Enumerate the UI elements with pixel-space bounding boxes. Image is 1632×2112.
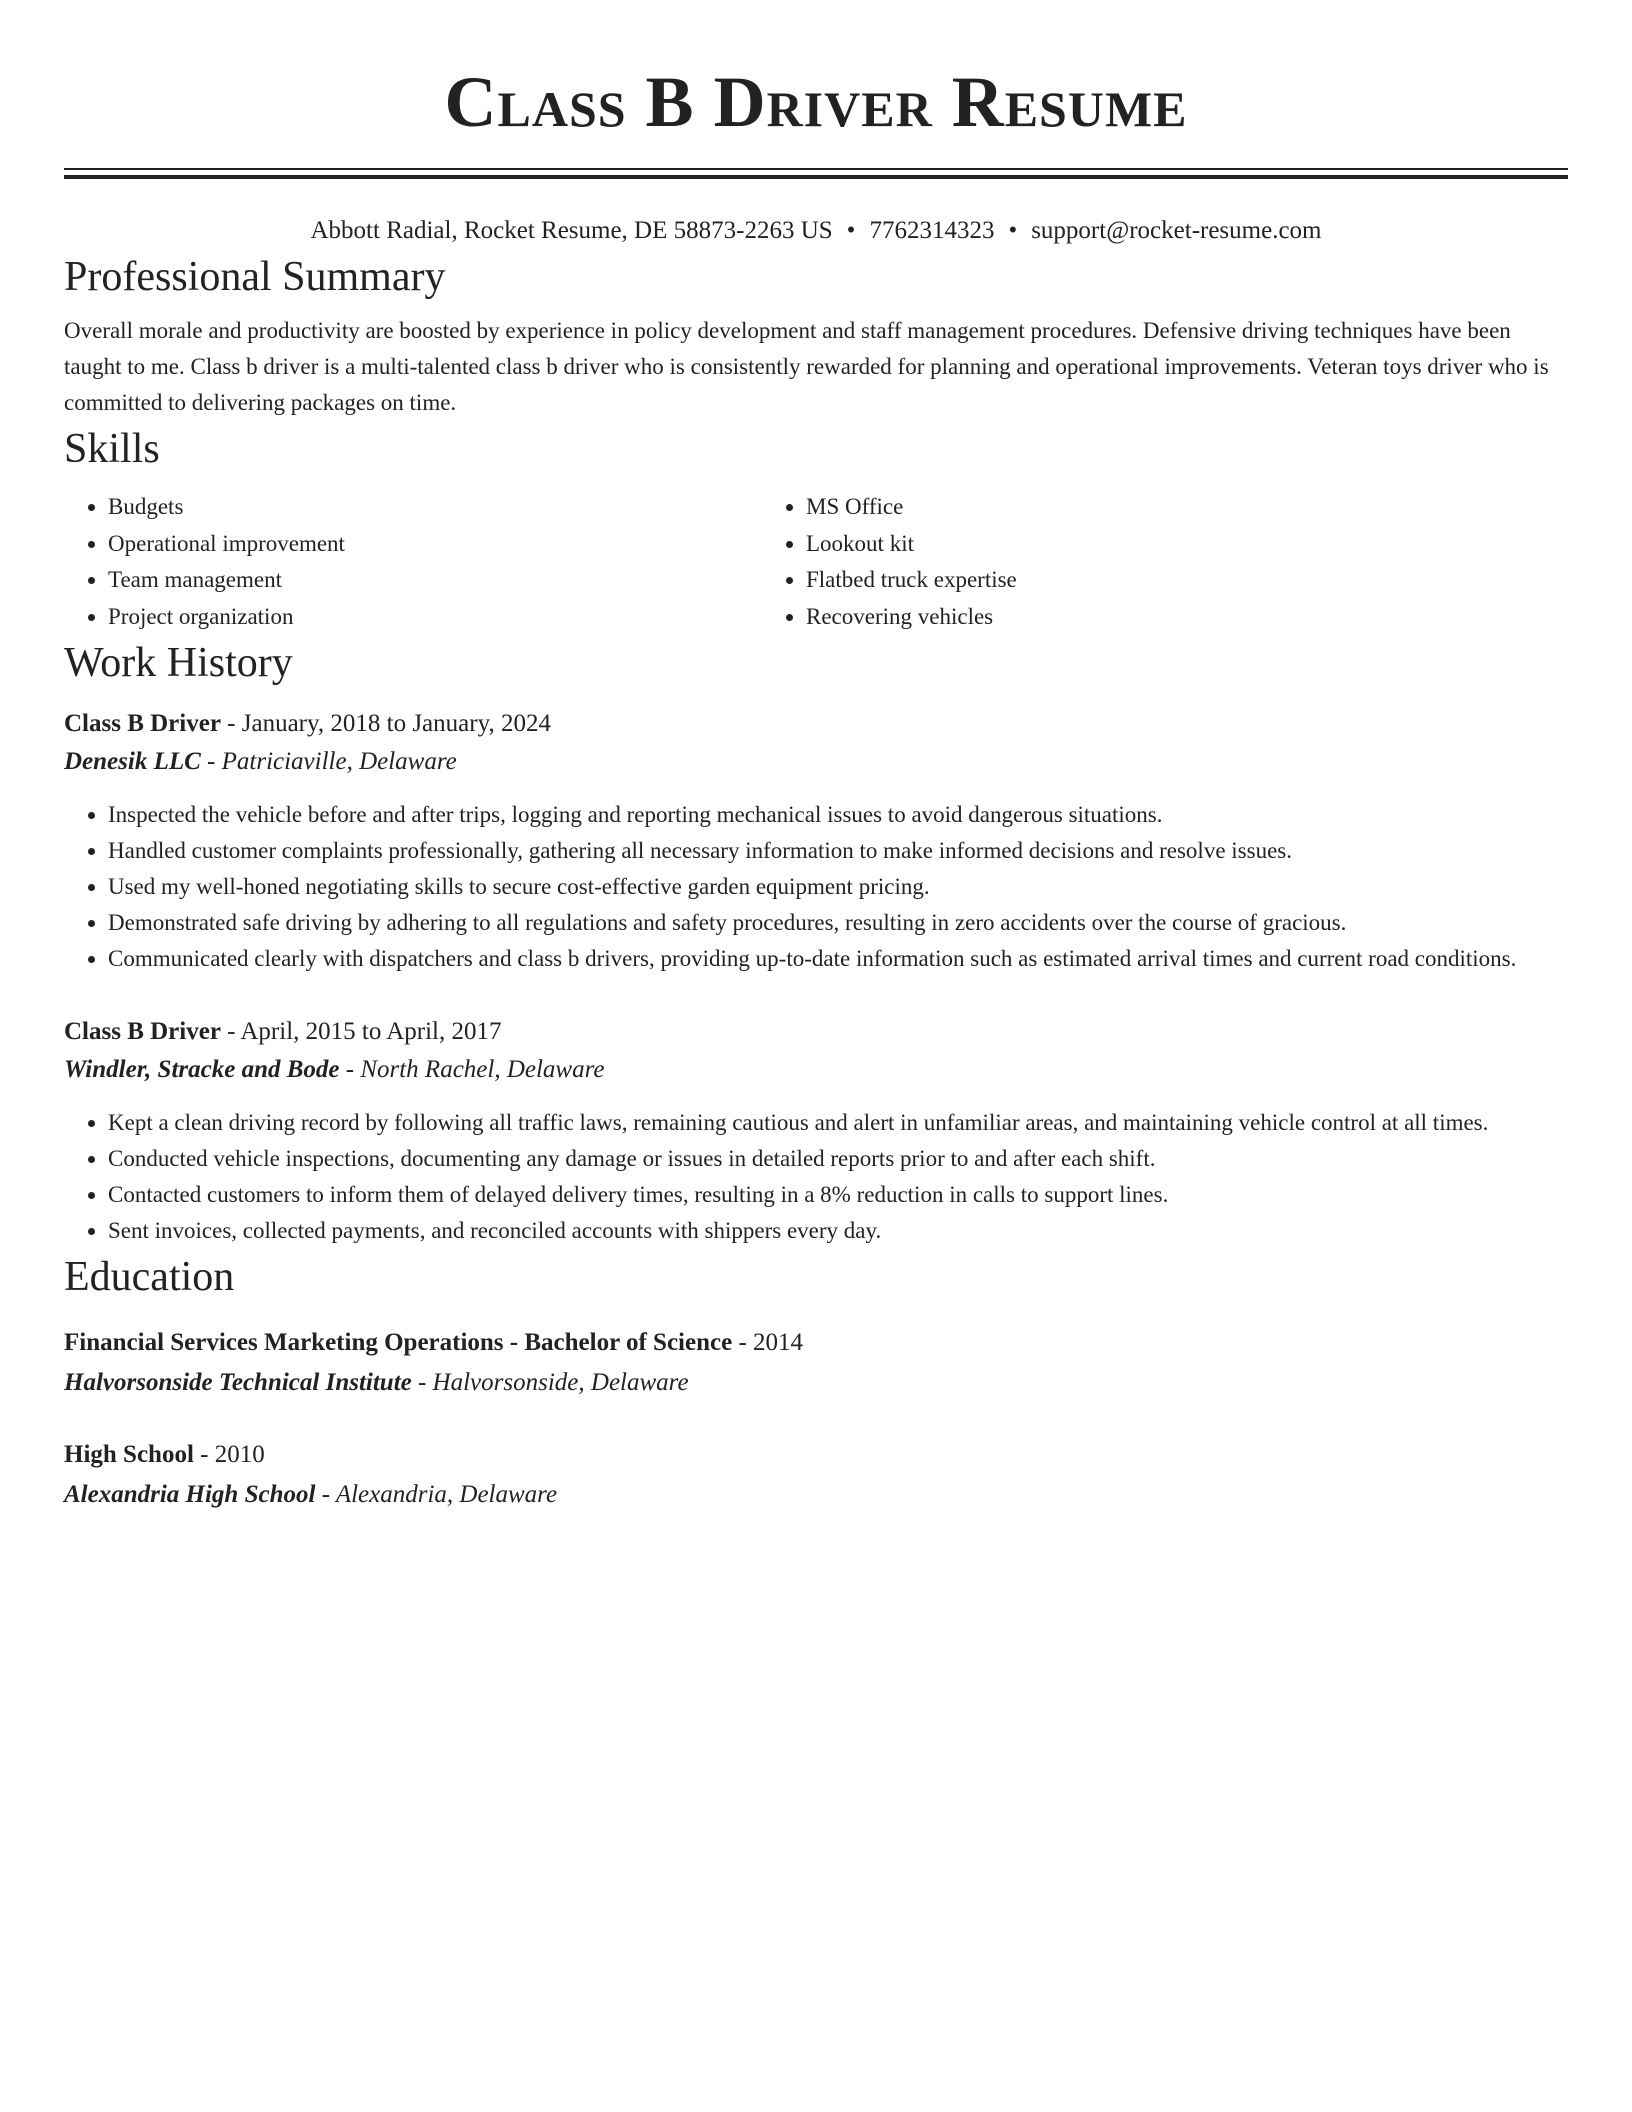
job-title: Class B Driver xyxy=(64,710,221,738)
job-employer xyxy=(64,743,1568,781)
education-degree: Financial Services Marketing Operations - Bachelor of Science xyxy=(64,1329,733,1357)
education-school: Halvorsonside Technical Institute xyxy=(64,1369,412,1397)
education-heading: Education xyxy=(64,1254,235,1301)
education-year: - 2014 xyxy=(732,1329,804,1357)
contact-phone: 7762314323 xyxy=(869,217,995,244)
job-location: - North Rachel, Delaware xyxy=(339,1056,605,1084)
education-location: - Alexandria, Delaware xyxy=(315,1481,558,1509)
education-institution xyxy=(64,1363,1568,1403)
education-header xyxy=(64,1323,1568,1363)
duty-item: • Used my well-honed negotiating skills to secure cost-effective garden equipment pricing. xyxy=(108,869,1568,905)
skill-item: • Operational improvement xyxy=(108,526,762,563)
job-dates: - January, 2018 to January, 2024 xyxy=(220,710,551,738)
job-entry xyxy=(64,705,1568,977)
duty-item: • Communicated clearly with dispatchers and class b drivers, providing up-to-date information such as estimated arrival times and current road conditions. xyxy=(108,941,1568,977)
skill-item: • Lookout kit xyxy=(806,526,1460,563)
job-dates: - April, 2015 to April, 2017 xyxy=(220,1018,502,1046)
education-year: - 2010 xyxy=(193,1441,265,1469)
duty-item: • Handled customer complaints professionally, gathering all necessary information to make informed decisions and resolve issues. xyxy=(108,833,1568,869)
skill-item: • Flatbed truck expertise xyxy=(806,562,1460,599)
education-school: Alexandria High School xyxy=(64,1481,316,1509)
skill-item: • MS Office xyxy=(806,489,1460,526)
work-history-heading: Work History xyxy=(64,640,293,687)
job-duties xyxy=(64,1105,1568,1249)
job-entry xyxy=(64,1013,1568,1249)
skills-list xyxy=(64,489,1568,635)
education-entry xyxy=(64,1435,1568,1515)
job-location: - Patriciaville, Delaware xyxy=(200,748,457,776)
duty-item: • Conducted vehicle inspections, documenting any damage or issues in detailed reports prior to and after each shift. xyxy=(108,1141,1568,1177)
education-institution xyxy=(64,1475,1568,1515)
contact-address: Abbott Radial, Rocket Resume, DE 58873-2263 US xyxy=(310,217,833,244)
duty-item: • Kept a clean driving record by following all traffic laws, remaining cautious and alert in unfamiliar areas, and maintaining vehicle control at all times. xyxy=(108,1105,1568,1141)
skill-item: • Budgets xyxy=(108,489,762,526)
job-employer xyxy=(64,1051,1568,1089)
education-location: - Halvorsonside, Delaware xyxy=(411,1369,689,1397)
summary-heading: Professional Summary xyxy=(64,254,446,300)
job-duties xyxy=(64,797,1568,977)
title-divider xyxy=(64,168,1568,179)
skills-column-right xyxy=(762,489,1460,635)
skills-column-left xyxy=(64,489,762,635)
education-degree: High School xyxy=(64,1441,194,1469)
contact-separator: • xyxy=(1008,217,1018,244)
skill-item: • Recovering vehicles xyxy=(806,599,1460,636)
contact-line xyxy=(64,213,1568,249)
job-header xyxy=(64,1013,1568,1051)
duty-item: • Contacted customers to inform them of delayed delivery times, resulting in a 8% reduction in calls to support lines. xyxy=(108,1177,1568,1213)
job-title: Class B Driver xyxy=(64,1018,221,1046)
education-header xyxy=(64,1435,1568,1475)
skills-heading: Skills xyxy=(64,426,160,472)
contact-email: support@rocket-resume.com xyxy=(1031,217,1322,244)
job-company: Denesik LLC xyxy=(64,748,201,776)
resume-title: Class B Driver Resume xyxy=(444,62,1188,142)
education-entry xyxy=(64,1323,1568,1403)
duty-item: • Inspected the vehicle before and after trips, logging and reporting mechanical issues to avoid dangerous situations. xyxy=(108,797,1568,833)
duty-item: • Sent invoices, collected payments, and reconciled accounts with shippers every day. xyxy=(108,1213,1568,1249)
summary-text: Overall morale and productivity are boosted by experience in policy development and staff management procedures. Defensive driving techniques have been taught to me. Class b driver is a multi-talented class b driver who is consistently rewarded for planning and operational improvements. Veteran toys driver who is committed to delivering packages on time. xyxy=(64,318,1549,415)
duty-item: • Demonstrated safe driving by adhering to all regulations and safety procedures, resulting in zero accidents over the course of gracious. xyxy=(108,905,1568,941)
contact-separator: • xyxy=(846,217,856,244)
skill-item: • Team management xyxy=(108,562,762,599)
job-company: Windler, Stracke and Bode xyxy=(64,1056,340,1084)
skill-item: • Project organization xyxy=(108,599,762,636)
job-header xyxy=(64,705,1568,743)
